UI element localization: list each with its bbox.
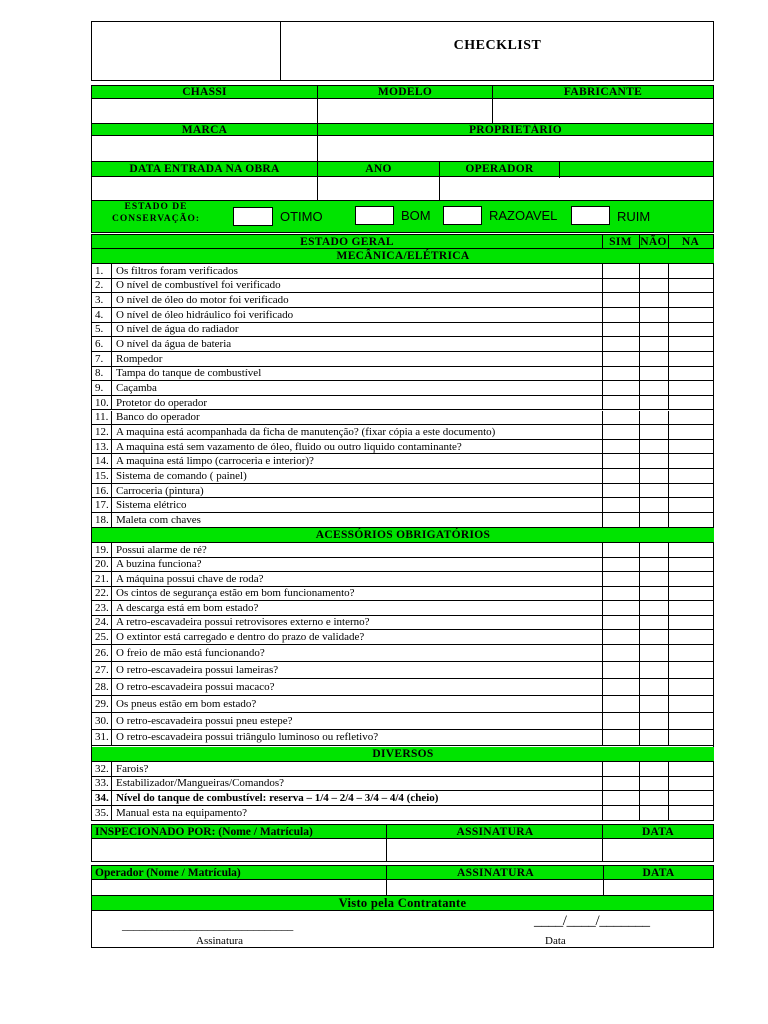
cell-na[interactable] <box>669 279 713 293</box>
field-proprietario[interactable] <box>318 137 713 160</box>
cell-sim[interactable] <box>603 396 639 410</box>
label-data-2: DATA <box>642 867 675 879</box>
item-number: 24. <box>92 616 112 630</box>
item-text: Maleta com chaves <box>116 513 201 526</box>
col-sim: SIM <box>609 236 632 248</box>
item-text: A maquina está limpo (carroceria e interior)? <box>116 455 314 468</box>
cell-nao[interactable] <box>640 293 668 307</box>
item-number: 25. <box>92 630 112 644</box>
checklist-row <box>92 381 714 396</box>
checkbox-razoavel[interactable] <box>443 206 482 225</box>
cell-nao[interactable] <box>640 323 668 337</box>
item-number: 15. <box>92 469 112 483</box>
col-nao: NÃO <box>640 236 667 248</box>
cell-na[interactable] <box>669 679 713 695</box>
cell-nao[interactable] <box>640 587 668 601</box>
field-assinatura-1[interactable] <box>387 840 602 861</box>
cell-na[interactable] <box>669 543 713 557</box>
item-number: 3. <box>92 293 112 307</box>
cell-nao[interactable] <box>640 469 668 483</box>
item-number: 26. <box>92 645 112 661</box>
cell-sim[interactable] <box>603 367 639 381</box>
logo-area <box>91 21 281 81</box>
date-label: Data <box>545 935 566 947</box>
field-marca[interactable] <box>92 137 317 160</box>
item-text: O nível de combustível foi verificado <box>116 279 281 292</box>
item-text: O retro-escavadeira possui pneu estepe? <box>116 714 293 727</box>
item-text: A maquina está sem vazamento de óleo, fluido ou outro liquido contaminante? <box>116 440 462 453</box>
checklist-row <box>92 543 714 558</box>
cell-sim[interactable] <box>603 469 639 483</box>
item-text: Possui alarme de ré? <box>116 543 207 556</box>
cell-na[interactable] <box>669 730 713 745</box>
checklist-row <box>92 679 714 696</box>
item-number: 23. <box>92 601 112 615</box>
section-diversos: DIVERSOS <box>92 747 714 762</box>
item-number: 21. <box>92 572 112 586</box>
cell-nao[interactable] <box>640 558 668 572</box>
checklist-row <box>92 587 714 602</box>
checklist-row <box>92 713 714 730</box>
cell-sim[interactable] <box>603 279 639 293</box>
checklist-row <box>92 572 714 587</box>
cell-nao[interactable] <box>640 396 668 410</box>
cell-sim[interactable] <box>603 662 639 678</box>
checklist-row <box>92 425 714 440</box>
cell-na[interactable] <box>669 469 713 483</box>
cell-nao[interactable] <box>640 381 668 395</box>
section-mecanica: MECÂNICA/ELÉTRICA <box>92 249 714 264</box>
label-data-1: DATA <box>641 826 675 838</box>
checkbox-otimo[interactable] <box>233 207 273 226</box>
item-number: 17. <box>92 498 112 512</box>
field-modelo[interactable] <box>318 100 492 122</box>
field-data-entrada[interactable] <box>92 178 317 200</box>
item-number: 7. <box>92 352 112 366</box>
checklist-row <box>92 411 714 426</box>
item-text: Tampa do tanque de combustível <box>116 367 262 380</box>
field-operador[interactable] <box>440 178 713 200</box>
checklist-row <box>92 337 714 352</box>
checklist-row <box>92 630 714 645</box>
checklist-row <box>92 264 714 279</box>
item-text: Rompedor <box>116 352 163 365</box>
cell-na[interactable] <box>669 645 713 661</box>
cell-na[interactable] <box>669 396 713 410</box>
item-number: 4. <box>92 308 112 322</box>
cell-sim[interactable] <box>603 425 639 439</box>
item-number: 16. <box>92 484 112 498</box>
item-number: 14. <box>92 454 112 468</box>
cell-na[interactable] <box>669 425 713 439</box>
item-number: 2. <box>92 279 112 293</box>
item-text: Carroceria (pintura) <box>116 484 204 497</box>
item-text: Nível do tanque de combustível: reserva – 1/4 – 2/4 – 3/4 – 4/4 (cheio) <box>116 792 439 804</box>
cell-nao[interactable] <box>640 696 668 712</box>
field-inspecionado[interactable] <box>92 840 386 861</box>
cell-sim[interactable] <box>603 308 639 322</box>
cell-na[interactable] <box>669 630 713 644</box>
checklist-row <box>92 558 714 573</box>
item-text: Os pneus estão em bom estado? <box>116 697 257 710</box>
checklist-row <box>92 616 714 631</box>
item-number: 29. <box>92 696 112 712</box>
cell-na[interactable] <box>669 601 713 615</box>
checklist-row <box>92 696 714 713</box>
cell-nao[interactable] <box>640 777 668 791</box>
date-line[interactable]: ____/____/_______ <box>534 913 650 929</box>
cell-sim[interactable] <box>603 411 639 425</box>
item-number: 35. <box>92 806 112 820</box>
cell-na[interactable] <box>669 558 713 572</box>
item-number: 27. <box>92 662 112 678</box>
checklist-row <box>92 352 714 367</box>
col-na: NA <box>681 236 700 248</box>
checklist-row <box>92 440 714 455</box>
cell-sim[interactable] <box>603 498 639 512</box>
label-marca: MARCA <box>181 124 228 136</box>
cell-na[interactable] <box>669 440 713 454</box>
item-number: 1. <box>92 264 112 278</box>
item-number: 11. <box>92 411 112 425</box>
field-ano[interactable] <box>318 178 439 200</box>
cell-sim[interactable] <box>603 264 639 278</box>
cell-na[interactable] <box>669 454 713 468</box>
item-text: A máquina possui chave de roda? <box>116 572 264 585</box>
item-text: O nível de água do radiador <box>116 323 239 336</box>
option-ruim: RUIM <box>617 209 651 224</box>
item-text: O nível de óleo do motor foi verificado <box>116 294 289 307</box>
item-text: Estabilizador/Mangueiras/Comandos? <box>116 777 285 790</box>
cell-na[interactable] <box>669 293 713 307</box>
cell-sim[interactable] <box>603 806 639 820</box>
item-number: 31. <box>92 730 112 745</box>
checklist-row <box>92 513 714 528</box>
cell-nao[interactable] <box>640 730 668 745</box>
item-text: Sistema elétrico <box>116 499 187 512</box>
option-razoavel: RAZOAVEL <box>489 208 558 223</box>
field-data-1[interactable] <box>603 840 713 861</box>
cell-sim[interactable] <box>603 679 639 695</box>
cell-sim[interactable] <box>603 543 639 557</box>
label-modelo: MODELO <box>377 86 433 98</box>
item-number: 32. <box>92 762 112 776</box>
checkbox-bom[interactable] <box>355 206 394 225</box>
item-number: 5. <box>92 323 112 337</box>
item-number: 30. <box>92 713 112 729</box>
checklist-row <box>92 645 714 662</box>
label-operador: OPERADOR <box>465 163 534 175</box>
page-title: CHECKLIST <box>453 38 542 53</box>
checklist-row <box>92 662 714 679</box>
cell-na[interactable] <box>669 498 713 512</box>
cell-na[interactable] <box>669 713 713 729</box>
cell-sim[interactable] <box>603 381 639 395</box>
cell-nao[interactable] <box>640 279 668 293</box>
cell-na[interactable] <box>669 484 713 498</box>
item-number: 13. <box>92 440 112 454</box>
cell-sim[interactable] <box>603 645 639 661</box>
item-text: Farois? <box>116 762 149 775</box>
checklist-row <box>92 469 714 484</box>
cell-sim[interactable] <box>603 630 639 644</box>
cell-nao[interactable] <box>640 425 668 439</box>
cell-nao[interactable] <box>640 440 668 454</box>
label-fabricante: FABRICANTE <box>563 86 643 98</box>
cell-na[interactable] <box>669 308 713 322</box>
cell-sim[interactable] <box>603 791 639 805</box>
cell-nao[interactable] <box>640 308 668 322</box>
cell-na[interactable] <box>669 411 713 425</box>
cell-na[interactable] <box>669 381 713 395</box>
cell-na[interactable] <box>669 662 713 678</box>
label-ano: ANO <box>365 163 392 175</box>
label-chassi: CHASSI <box>182 86 227 98</box>
checklist-row <box>92 323 714 338</box>
label-estado-geral: ESTADO GERAL <box>300 236 394 248</box>
cell-nao[interactable] <box>640 264 668 278</box>
item-text: Caçamba <box>116 382 157 394</box>
cell-nao[interactable] <box>640 601 668 615</box>
cell-sim[interactable] <box>603 762 639 776</box>
item-number: 10. <box>92 396 112 410</box>
item-number: 34. <box>92 791 112 805</box>
cell-nao[interactable] <box>640 713 668 729</box>
cell-nao[interactable] <box>640 352 668 366</box>
cell-nao[interactable] <box>640 484 668 498</box>
label-visto: Visto pela Contratante <box>338 896 467 910</box>
cell-nao[interactable] <box>640 543 668 557</box>
cell-na[interactable] <box>669 791 713 805</box>
label-inspecionado: INSPECIONADO POR: (Nome / Matrícula) <box>95 826 313 838</box>
item-text: A retro-escavadeira possui retrovisores externo e interno? <box>116 616 370 629</box>
cell-sim[interactable] <box>603 616 639 630</box>
item-text: Protetor do operador <box>116 396 208 409</box>
checklist-row <box>92 293 714 308</box>
item-number: 8. <box>92 367 112 381</box>
cell-na[interactable] <box>669 762 713 776</box>
checklist-row <box>92 484 714 499</box>
cell-sim[interactable] <box>603 352 639 366</box>
signature-line[interactable]: ______________________________ <box>122 918 294 932</box>
label-operador-nome: Operador (Nome / Matrícula) <box>95 867 241 879</box>
conservacao-label: ESTADO DE CONSERVAÇÃO: <box>111 202 201 224</box>
cell-sim[interactable] <box>603 696 639 712</box>
cell-sim[interactable] <box>603 601 639 615</box>
cell-nao[interactable] <box>640 411 668 425</box>
item-number: 9. <box>92 381 112 395</box>
item-number: 18. <box>92 513 112 527</box>
item-text: A buzina funciona? <box>116 558 202 571</box>
checklist-row <box>92 762 714 777</box>
cell-nao[interactable] <box>640 662 668 678</box>
cell-sim[interactable] <box>603 293 639 307</box>
item-text: O extintor está carregado e dentro do prazo de validade? <box>116 630 365 643</box>
cell-na[interactable] <box>669 323 713 337</box>
cell-sim[interactable] <box>603 777 639 791</box>
field-data-2[interactable] <box>604 881 713 895</box>
cell-nao[interactable] <box>640 630 668 644</box>
item-text: O nível de óleo hidráulico foi verificado <box>116 308 294 321</box>
item-number: 22. <box>92 587 112 601</box>
cell-na[interactable] <box>669 777 713 791</box>
checklist-row <box>92 806 714 821</box>
label-assinatura-2: ASSINATURA <box>457 867 534 879</box>
cell-sim[interactable] <box>603 558 639 572</box>
cell-nao[interactable] <box>640 498 668 512</box>
cell-nao[interactable] <box>640 679 668 695</box>
cell-na[interactable] <box>669 587 713 601</box>
cell-sim[interactable] <box>603 440 639 454</box>
checklist-row <box>92 308 714 323</box>
cell-na[interactable] <box>669 337 713 351</box>
cell-nao[interactable] <box>640 645 668 661</box>
checklist-row <box>92 396 714 411</box>
cell-sim[interactable] <box>603 337 639 351</box>
cell-nao[interactable] <box>640 454 668 468</box>
cell-na[interactable] <box>669 616 713 630</box>
option-otimo: OTIMO <box>280 209 323 224</box>
cell-sim[interactable] <box>603 454 639 468</box>
item-number: 28. <box>92 679 112 695</box>
item-text: O retro-escavadeira possui triângulo luminoso ou refletivo? <box>116 731 379 743</box>
cell-na[interactable] <box>669 806 713 820</box>
cell-nao[interactable] <box>640 337 668 351</box>
item-text: Banco do operador <box>116 411 200 424</box>
option-bom: BOM <box>401 208 431 223</box>
cell-nao[interactable] <box>640 762 668 776</box>
item-text: O retro-escavadeira possui lameiras? <box>116 663 279 676</box>
cell-nao[interactable] <box>640 791 668 805</box>
item-text: O freio de mão está funcionando? <box>116 646 265 659</box>
item-number: 20. <box>92 558 112 572</box>
field-operador-nome[interactable] <box>92 881 386 895</box>
cell-sim[interactable] <box>603 713 639 729</box>
checklist-row <box>92 279 714 294</box>
item-text: O retro-escavadeira possui macaco? <box>116 680 275 693</box>
field-assinatura-2[interactable] <box>387 881 603 895</box>
field-fabricante[interactable] <box>493 100 713 122</box>
item-number: 19. <box>92 543 112 557</box>
item-text: A maquina está acompanhada da ficha de manutenção? (fixar cópia a este documento) <box>116 425 496 438</box>
cell-na[interactable] <box>669 367 713 381</box>
field-chassi[interactable] <box>92 100 317 122</box>
checklist-row <box>92 791 714 806</box>
item-text: Os filtros foram verificados <box>116 264 238 277</box>
checklist-row <box>92 730 714 746</box>
cell-sim[interactable] <box>603 730 639 745</box>
cell-na[interactable] <box>669 264 713 278</box>
cell-sim[interactable] <box>603 587 639 601</box>
item-number: 33. <box>92 777 112 791</box>
checklist-row <box>92 454 714 469</box>
checklist-row <box>92 498 714 513</box>
item-text: A descarga está em bom estado? <box>116 601 259 614</box>
cell-nao[interactable] <box>640 513 668 527</box>
checkbox-ruim[interactable] <box>571 206 610 225</box>
cell-sim[interactable] <box>603 323 639 337</box>
item-text: Sistema de comando ( painel) <box>116 469 247 482</box>
cell-na[interactable] <box>669 696 713 712</box>
cell-sim[interactable] <box>603 484 639 498</box>
section-acessorios: ACESSÓRIOS OBRIGATÓRIOS <box>92 528 714 543</box>
cell-sim[interactable] <box>603 513 639 527</box>
item-number: 12. <box>92 425 112 439</box>
checklist-row <box>92 367 714 382</box>
cell-nao[interactable] <box>640 616 668 630</box>
item-text: Manual esta na equipamento? <box>116 806 248 819</box>
item-text: Os cintos de segurança estão em bom funcionamento? <box>116 587 355 600</box>
label-data-entrada: DATA ENTRADA NA OBRA <box>129 163 280 175</box>
signature-label: Assinatura <box>196 935 244 947</box>
cell-na[interactable] <box>669 513 713 527</box>
cell-na[interactable] <box>669 352 713 366</box>
checklist-row <box>92 777 714 792</box>
cell-na[interactable] <box>669 572 713 586</box>
checklist-row <box>92 601 714 616</box>
cell-nao[interactable] <box>640 806 668 820</box>
label-proprietario: PROPRIETÁRIO <box>468 124 563 136</box>
cell-nao[interactable] <box>640 367 668 381</box>
cell-sim[interactable] <box>603 572 639 586</box>
cell-nao[interactable] <box>640 572 668 586</box>
item-number: 6. <box>92 337 112 351</box>
label-assinatura-1: ASSINATURA <box>456 826 534 838</box>
item-text: O nível da água de bateria <box>116 338 232 351</box>
